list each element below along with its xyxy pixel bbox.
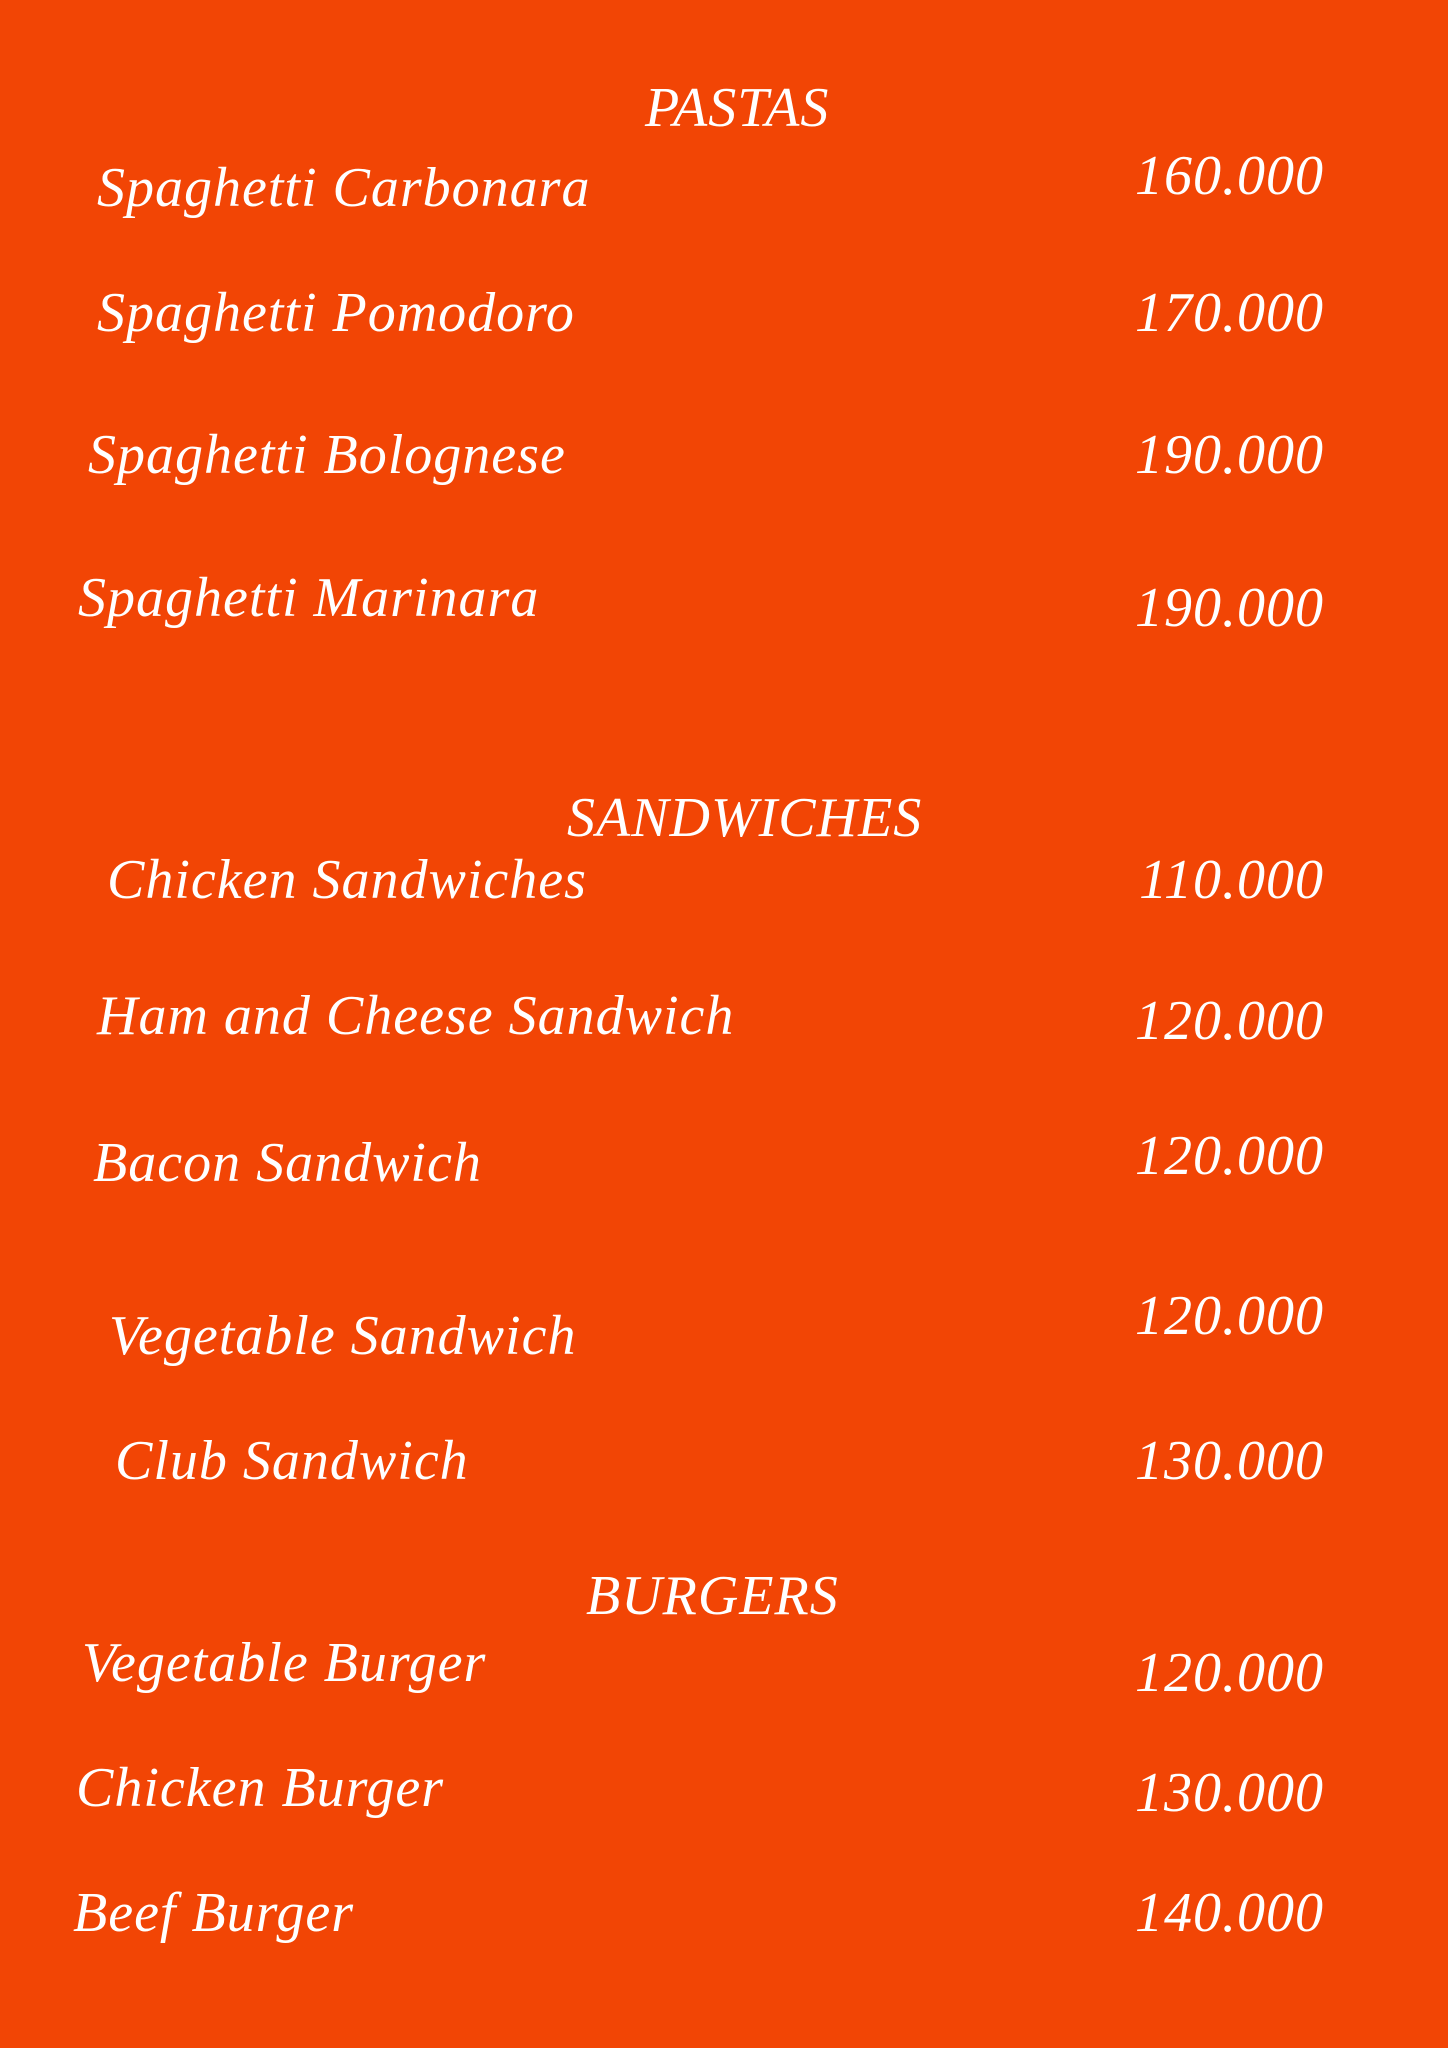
menu-item-price: 120.000	[1135, 1125, 1324, 1187]
menu-item-price: 130.000	[1135, 1762, 1324, 1824]
menu-item-name: Bacon Sandwich	[93, 1132, 482, 1194]
menu-item-price: 120.000	[1135, 990, 1324, 1052]
section-heading-burgers: BURGERS	[586, 1565, 839, 1627]
menu-item-price: 160.000	[1135, 145, 1324, 207]
section-heading-pastas: PASTAS	[645, 77, 830, 139]
menu-item-price: 120.000	[1135, 1285, 1324, 1347]
menu-item-price: 190.000	[1135, 577, 1324, 639]
menu-item-name: Spaghetti Pomodoro	[97, 282, 575, 344]
menu-item-price: 130.000	[1135, 1430, 1324, 1492]
menu-item-name: Spaghetti Marinara	[78, 567, 540, 629]
menu-item-price: 190.000	[1135, 424, 1324, 486]
menu-item-price: 170.000	[1135, 282, 1324, 344]
menu-item-name: Ham and Cheese Sandwich	[97, 985, 735, 1047]
menu-item-name: Spaghetti Carbonara	[97, 157, 591, 219]
menu-item-name: Vegetable Burger	[82, 1632, 487, 1694]
menu-item-name: Spaghetti Bolognese	[88, 424, 566, 486]
menu-item-name: Chicken Burger	[76, 1757, 445, 1819]
menu-item-name: Club Sandwich	[115, 1430, 469, 1492]
section-heading-sandwiches: SANDWICHES	[567, 787, 923, 849]
menu-item-price: 110.000	[1139, 849, 1324, 911]
menu-item-name: Chicken Sandwiches	[107, 849, 587, 911]
menu-item-price: 140.000	[1135, 1882, 1324, 1944]
menu-item-name: Vegetable Sandwich	[109, 1305, 577, 1367]
menu-item-name: Beef Burger	[73, 1882, 355, 1944]
menu-item-price: 120.000	[1135, 1642, 1324, 1704]
